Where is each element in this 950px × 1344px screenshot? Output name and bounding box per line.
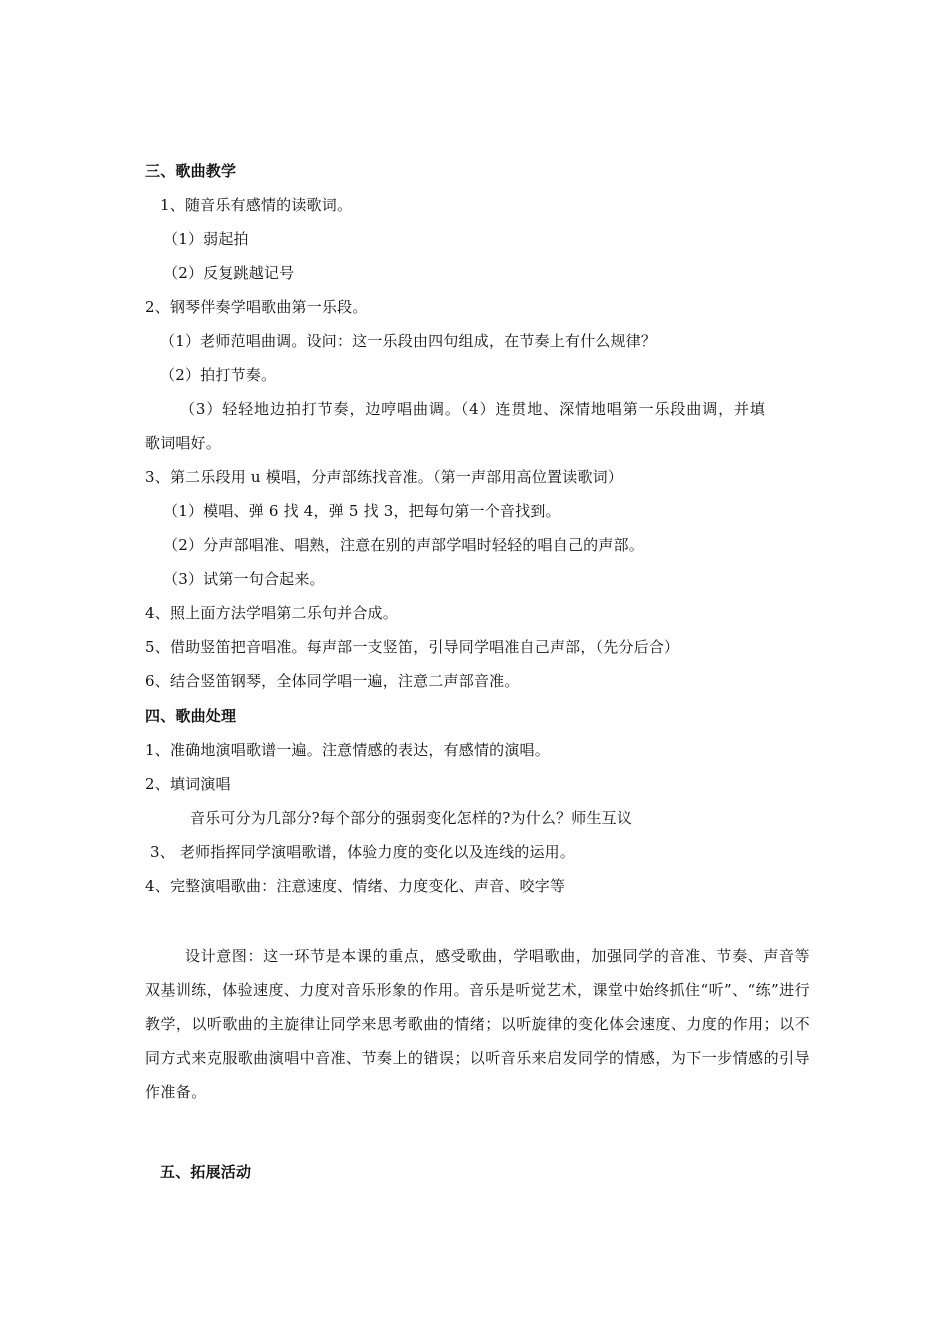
step-second-section: 3、第二乐段用 u 模唱，分声部练找音准。（第一声部用高位置读歌词）: [145, 468, 624, 486]
step-recorder: 5、借助竖笛把音唱准。每声部一支竖笛，引导同学唱准自己声部，（先分后合）: [145, 638, 680, 656]
substep-find-pitch: （1）模唱、弹 6 找 4，弹 5 找 3，把每句第一个音找到。: [163, 502, 561, 520]
step-sing-with-lyrics: 2、填词演唱: [145, 775, 231, 793]
section-heading-song-treatment: 四、歌曲处理: [145, 707, 237, 725]
substep-clap-rhythm: （2）拍打节奏。: [160, 366, 277, 384]
substep-voice-parts: （2）分声部唱准、唱熟，注意在别的声部学唱时轻轻的唱自己的声部。: [163, 536, 644, 554]
section-heading-extension: 五、拓展活动: [160, 1163, 252, 1181]
step-whole-class: 6、结合竖笛钢琴，全体同学唱一遍，注意二声部音准。: [145, 672, 520, 690]
step-complete-singing: 4、完整演唱歌曲：注意速度、情绪、力度变化、声音、咬字等: [145, 877, 566, 895]
substep-pickup-beat: （1）弱起拍: [163, 230, 249, 248]
step-teacher-conducts: 3、 老师指挥同学演唱歌谱，体验力度的变化以及连线的运用。: [145, 843, 576, 861]
substep-hum-melody-cont: 歌词唱好。: [145, 434, 222, 452]
step-piano-accompaniment: 2、钢琴伴奏学唱歌曲第一乐段。: [145, 298, 368, 316]
design-intent-paragraph: 设计意图：这一环节是本课的重点，感受歌曲，学唱歌曲，加强同学的音准、节奏、声音等双基训练，体验速度、力度对音乐形象的作用。音乐是听觉艺术，课堂中始终抓住“听”、“练”进行教学，以听歌曲的主旋律让同学来思考歌曲的情绪；以听旋律的变化体会速度、力度的作用；以不同方式来克服歌曲演唱中音准、节奏上的错误；以听音乐来启发同学的情感，为下一步情感的引导作准备。: [145, 947, 810, 1101]
discussion-question: 音乐可分为几部分?每个部分的强弱变化怎样的?为什么？师生互议: [190, 809, 633, 827]
substep-combine: （3）试第一句合起来。: [163, 570, 325, 588]
step-accurate-singing: 1、准确地演唱歌谱一遍。注意情感的表达，有感情的演唱。: [145, 741, 550, 759]
step-second-phrase: 4、照上面方法学唱第二乐句并合成。: [145, 604, 398, 622]
substep-repeat-sign: （2）反复跳越记号: [163, 264, 295, 282]
section-heading-song-teaching: 三、歌曲教学: [145, 162, 237, 180]
step-read-lyrics: 1、随音乐有感情的读歌词。: [160, 196, 353, 214]
substep-teacher-demo: （1）老师范唱曲调。设问：这一乐段由四句组成，在节奏上有什么规律？: [160, 332, 657, 350]
substep-hum-melody: （3）轻轻地边拍打节奏，边哼唱曲调。（4）连贯地、深情地唱第一乐段曲调，并填: [180, 400, 766, 418]
